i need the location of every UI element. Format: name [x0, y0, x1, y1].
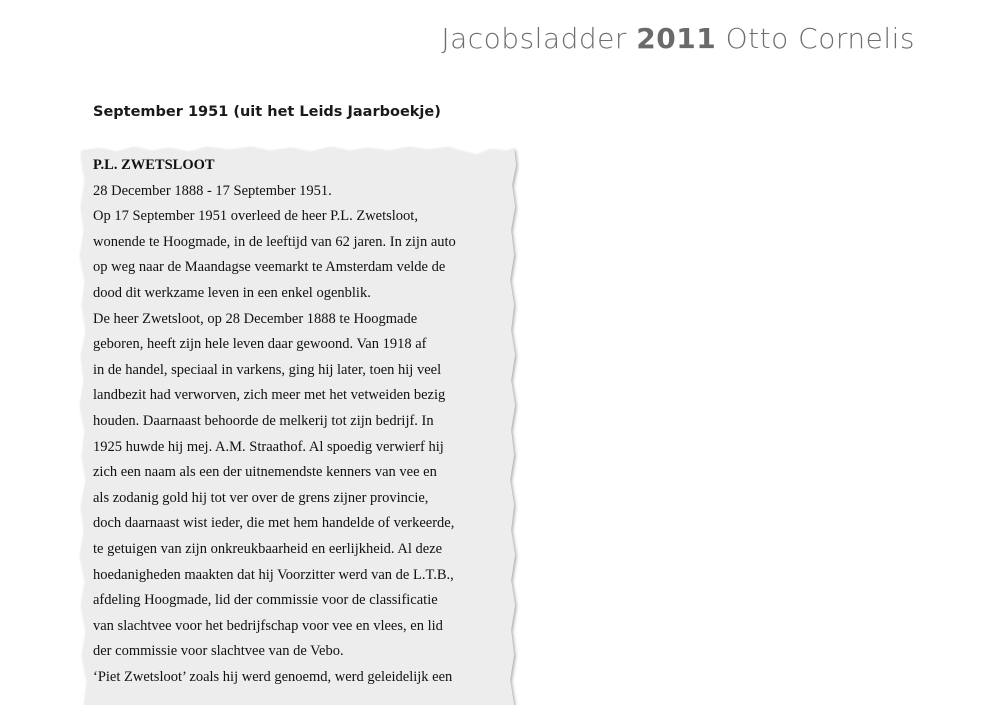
obituary-line: op weg naar de Maandagse veemarkt te Amsterdam velde de — [93, 259, 446, 276]
header-author: Otto Cornelis — [725, 22, 915, 55]
obituary-line: houden. Daarnaast behoorde de melkerij tot zijn bedrijf. In — [93, 412, 434, 429]
obituary-line: der commissie voor slachtvee van de Vebo. — [93, 643, 344, 660]
obituary-line: 28 December 1888 - 17 September 1951. — [93, 182, 332, 199]
obituary-line: wonende te Hoogmade, in de leeftijd van 62 jaren. In zijn auto — [93, 233, 456, 250]
header-series-title: Jacobsladder — [441, 22, 627, 55]
newspaper-clipping — [78, 145, 520, 705]
obituary-line: afdeling Hoogmade, lid der commissie voor de classificatie — [93, 592, 438, 609]
obituary-line: ‘Piet Zwetsloot’ zoals hij werd genoemd, werd geleidelijk een — [93, 668, 453, 685]
obituary-text — [93, 153, 503, 690]
obituary-heading: P.L. ZWETSLOOT — [93, 157, 215, 173]
obituary-line: 1925 huwde hij mej. A.M. Straathof. Al spoedig verwierf hij — [93, 438, 444, 455]
obituary-line: dood dit werkzame leven in een enkel ogenblik. — [93, 284, 371, 301]
obituary-line: geboren, heeft zijn hele leven daar gewoond. Van 1918 af — [93, 336, 427, 353]
obituary-line: Op 17 September 1951 overleed de heer P.L. Zwetsloot, — [93, 208, 418, 225]
obituary-line: te getuigen van zijn onkreukbaarheid en eerlijkheid. Al deze — [93, 540, 443, 557]
source-caption: September 1951 (uit het Leids Jaarboekje) — [93, 104, 441, 120]
obituary-line: De heer Zwetsloot, op 28 December 1888 te Hoogmade — [93, 310, 418, 327]
obituary-line: hoedanigheden maakten dat hij Voorzitter werd van de L.T.B., — [93, 566, 454, 583]
obituary-line: zich een naam als een der uitnemendste kenners van vee en — [93, 464, 437, 481]
obituary-line: van slachtvee voor het bedrijfschap voor vee en vlees, en lid — [93, 617, 443, 634]
obituary-line: landbezit had verworven, zich meer met het vetweiden bezig — [93, 387, 446, 404]
obituary-line: in de handel, speciaal in varkens, ging hij later, toen hij veel — [93, 361, 442, 378]
header-year: 2011 — [636, 22, 717, 55]
obituary-line: doch daarnaast wist ieder, die met hem handelde of verkeerde, — [93, 515, 455, 532]
page-header — [441, 22, 915, 55]
obituary-line: als zodanig gold hij tot ver over de grens zijner provincie, — [93, 489, 429, 506]
